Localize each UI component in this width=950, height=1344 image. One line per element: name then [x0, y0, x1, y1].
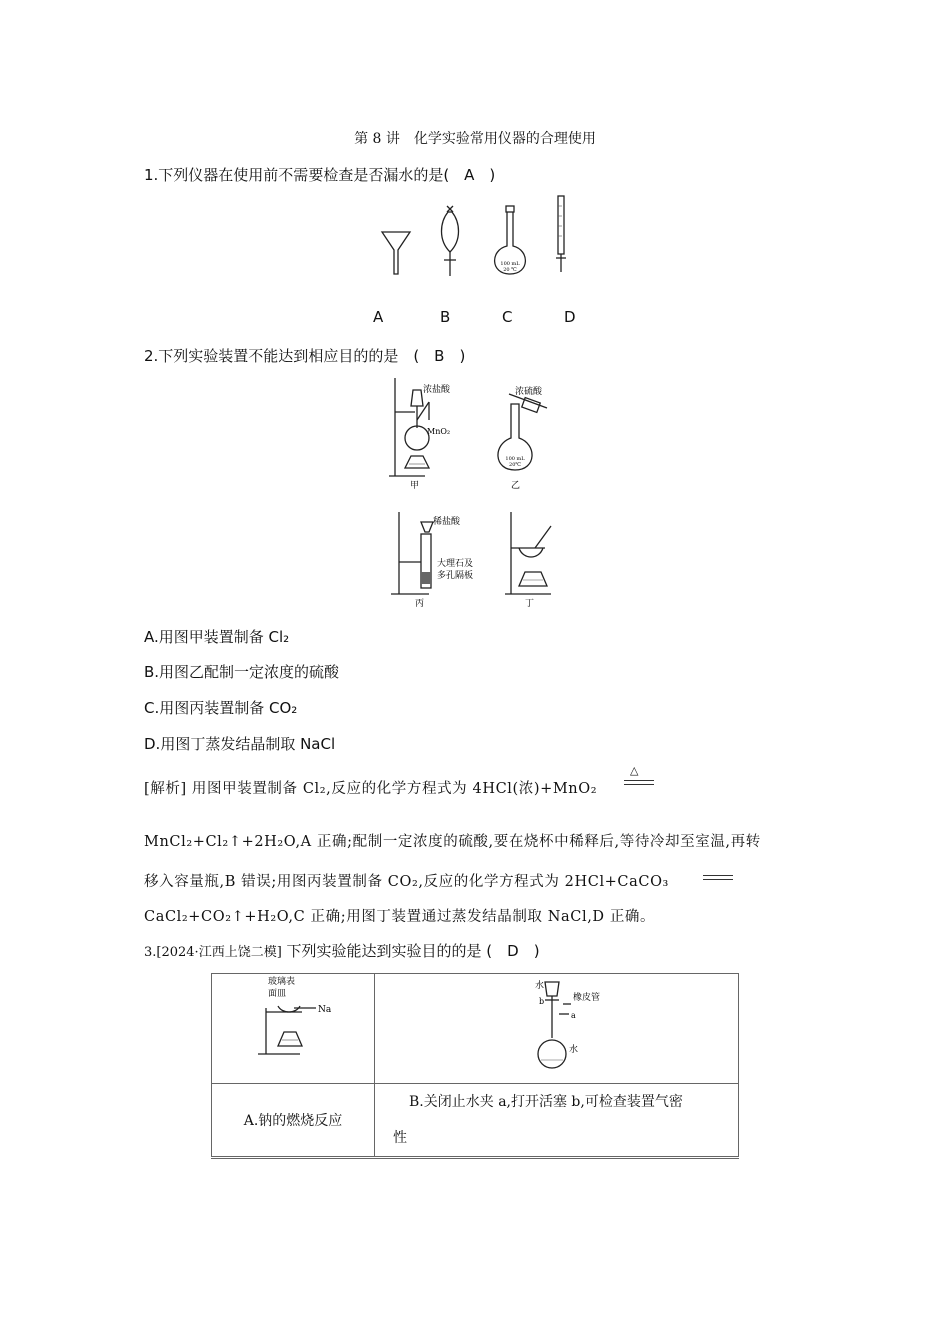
question-3-table [211, 973, 739, 1159]
cell-option-b [375, 1084, 739, 1158]
burette-icon [556, 196, 566, 272]
q1-label-b: B [440, 308, 451, 326]
apparatus-jia [389, 378, 451, 491]
label-mno2: MnO₂ [427, 427, 451, 436]
label-conc-h2so4: 浓硫酸 [515, 387, 543, 397]
label-dish: 面皿 [268, 989, 287, 999]
label-water: 水 [535, 981, 545, 991]
label-rubber: 橡皮管 [573, 993, 601, 1003]
option-b-line-1: B.关闭止水夹 a,打开活塞 b,可检查装置气密 [409, 1094, 683, 1110]
option-b-line-2: 性 [393, 1130, 407, 1146]
label-a: a [571, 1011, 576, 1020]
q2-option-c: C.用图丙装置制备 CO₂ [144, 699, 298, 717]
question-2-stem: 2.下列实验装置不能达到相应目的的是 ( B ) [144, 347, 466, 365]
label-glass: 玻璃表 [268, 977, 296, 987]
label-dil-hcl: 稀盐酸 [433, 517, 461, 527]
analysis-line-2: MnCl₂+Cl₂↑+2H₂O,A 正确;配制一定浓度的硫酸,要在烧杯中稀释后,等待冷却至室温,再转 [144, 834, 761, 850]
label-conc-hcl: 浓盐酸 [423, 385, 451, 395]
label-jia: 甲 [410, 481, 420, 491]
q2-option-b: B.用图乙配制一定浓度的硫酸 [144, 663, 340, 681]
label-yi: 乙 [511, 481, 521, 491]
flask-label-2: 20 ℃ [503, 267, 517, 273]
label-water2: 水 [569, 1045, 579, 1055]
volumetric-flask-icon [495, 206, 526, 274]
separatory-funnel-icon [442, 206, 459, 276]
cell-figure-b [375, 974, 739, 1084]
question-3-source: 3.[2024·江西上饶二模] [144, 945, 282, 960]
label-ding: 丁 [525, 599, 535, 609]
label-flask1: 100 mL [505, 456, 525, 462]
funnel-icon [382, 232, 410, 274]
analysis-line-1: [解析] 用图甲装置制备 Cl₂,反应的化学方程式为 4HCl(浓)+MnO₂ [144, 781, 598, 797]
label-bing: 丙 [415, 599, 425, 609]
q1-label-c: C [502, 308, 513, 326]
airtightness-figure [515, 974, 655, 1082]
q1-label-d: D [564, 308, 576, 326]
equals-sign-1 [624, 780, 654, 785]
q2-option-a: A.用图甲装置制备 Cl₂ [144, 628, 290, 646]
flask-label-1: 100 mL [500, 261, 520, 267]
cell-option-a: A.钠的燃烧反应 [212, 1084, 375, 1158]
q2-apparatus-figure [385, 372, 565, 612]
q1-instruments-figure [370, 192, 590, 282]
question-3-main: 下列实验能达到实验目的的是 ( D ) [281, 942, 540, 960]
label-na: Na [318, 1005, 332, 1015]
q2-option-d: D.用图丁蒸发结晶制取 NaCl [144, 735, 336, 753]
label-b: b [539, 997, 545, 1006]
page-title: 第 8 讲 化学实验常用仪器的合理使用 [354, 131, 596, 147]
apparatus-ding [505, 512, 551, 609]
heat-sign: △ [630, 764, 639, 777]
apparatus-bing [391, 512, 473, 609]
cell-figure-a [212, 974, 375, 1084]
label-plate: 多孔隔板 [437, 571, 474, 581]
label-flask2: 20℃ [509, 462, 521, 468]
sodium-combustion-figure [242, 974, 362, 1082]
equals-sign-2 [703, 875, 733, 880]
analysis-line-3: 移入容量瓶,B 错误;用图丙装置制备 CO₂,反应的化学方程式为 2HCl+CaCO₃ [144, 874, 669, 890]
question-1-stem: 1.下列仪器在使用前不需要检查是否漏水的是( A ) [144, 166, 496, 184]
q1-label-a: A [373, 308, 384, 326]
label-marble: 大理石及 [437, 559, 474, 569]
analysis-line-4: CaCl₂+CO₂↑+H₂O,C 正确;用图丁装置通过蒸发结晶制取 NaCl,D 正确。 [144, 909, 656, 925]
apparatus-yi [498, 385, 547, 491]
question-3-stem [144, 940, 540, 961]
